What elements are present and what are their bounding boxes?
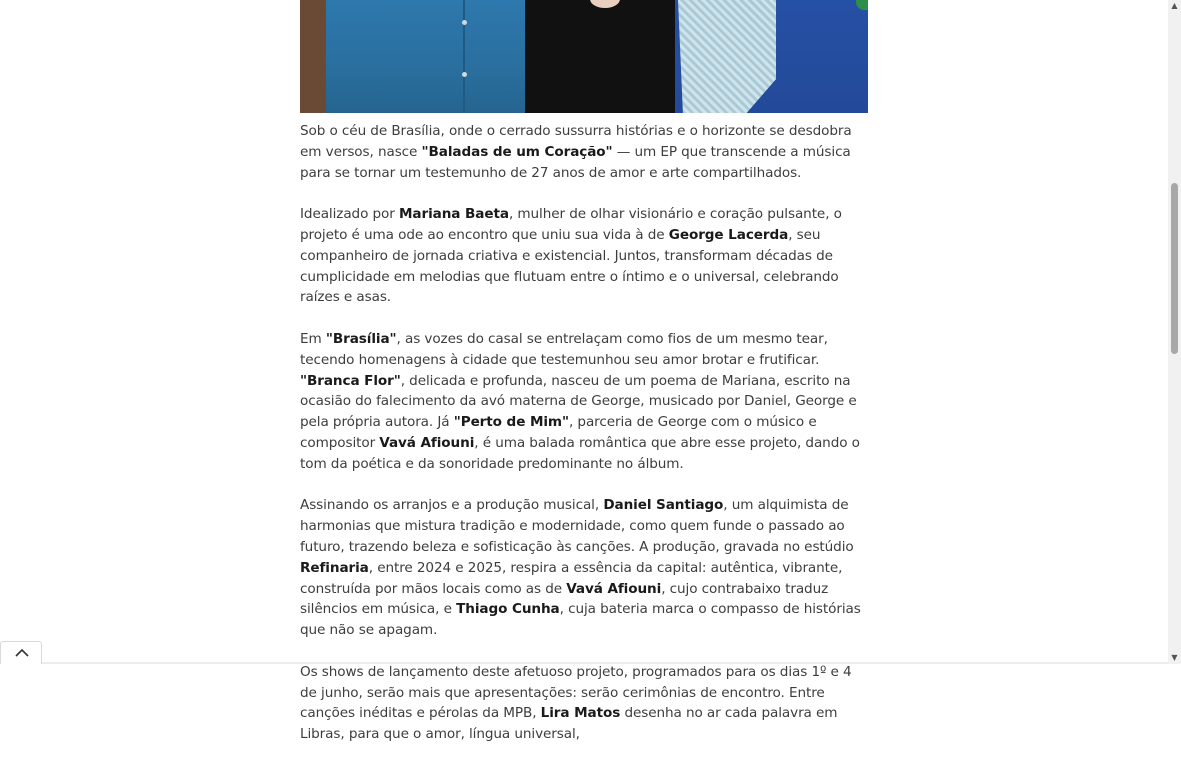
paragraph-text: , delicada e profunda, nasceu de um poema de Mariana, escrito na ocasião do falecimento da avó materna de George, musicado por Daniel, George e pela própria autora. Já [300,372,857,431]
article-paragraph [300,662,870,745]
paragraph-text: , parceria de George com o músico e compositor [300,414,817,451]
vertical-scrollbar[interactable] [1168,0,1181,664]
article-paragraph [300,204,870,308]
paragraph-text: , mulher de olhar visionário e coração pulsante, o projeto é uma ode ao encontro que uniu sua vida à de [300,206,842,243]
highlighted-name: "Brasília" [325,330,397,347]
paragraph-text: desenha no ar cada palavra em Libras, para que o amor, língua universal, [300,705,838,743]
paragraph-text: Assinando os arranjos e a produção musical, [300,497,604,514]
triangle-up-icon[interactable]: ▲ [1171,1,1178,10]
article-paragraph [300,329,870,475]
chevron-up-icon [15,648,29,658]
highlighted-name: Refinaria [300,559,369,576]
paragraph-text: , é uma balada romântica que abre esse projeto, dando o tom da poética e da sonoridade predominante no álbum. [300,434,860,472]
article-body [300,121,870,766]
paragraph-text: Idealizado por [300,206,399,223]
paragraph-text: , um alquimista de harmonias que mistura tradição e modernidade, como quem funde o passado ao futuro, trazendo beleza e sofisticação às canções. A produção, gravada no estúdio [300,497,854,555]
paragraph-text: , cujo contrabaixo traduz silêncios em música, e [300,580,829,618]
scrollbar-thumb[interactable] [1171,183,1178,354]
paragraph-text: , cuja bateria marca o compasso de histórias que não se apagam. [300,601,861,639]
highlighted-name: "Baladas de um Coração" [421,143,613,160]
triangle-down-icon[interactable]: ▼ [1171,653,1178,662]
highlighted-name: "Perto de Mim" [453,414,569,431]
paragraph-text: Os shows de lançamento deste afetuoso projeto, programados para os dias 1º e 4 de junho, serão mais que apresentações: serão cerimônias de encontro. Entre canções inéditas e pérolas da MPB, [300,663,852,722]
paragraph-text: — um EP que transcende a música para se tornar um testemunho de 27 anos de amor e arte compartilhados. [300,143,851,181]
paragraph-text: , seu companheiro de jornada criativa e existencial. Juntos, transformam décadas de cumplicidade em melodias que flutuam entre o íntimo e o universal, celebrando raízes e asas. [300,226,839,306]
highlighted-name: Vavá Afiouni [379,434,475,451]
highlighted-name: Daniel Santiago [603,497,724,514]
highlighted-name: Lira Matos [540,705,621,722]
paragraph-text: Sob o céu de Brasília, onde o cerrado sussurra histórias e o horizonte se desdobra em versos, nasce [300,123,852,160]
highlighted-name: "Branca Flor" [300,372,401,389]
paragraph-text: , as vozes do casal se entrelaçam como fios de um mesmo tear, tecendo homenagens à cidade que testemunhou seu amor brotar e frutificar. [300,330,828,368]
highlighted-name: Vavá Afiouni [566,580,662,597]
highlighted-name: George Lacerda [668,226,789,243]
highlighted-name: Mariana Baeta [398,206,509,223]
article-paragraph [300,495,870,641]
article-paragraph [300,121,870,183]
highlighted-name: Thiago Cunha [456,601,560,618]
back-to-top-button[interactable] [0,641,42,664]
paragraph-text: , entre 2024 e 2025, respira a essência da capital: autêntica, vibrante, construída por mãos locais como as de [300,559,843,597]
paragraph-text: Em [300,330,326,347]
article-photo [300,0,868,113]
divider [42,662,1168,664]
